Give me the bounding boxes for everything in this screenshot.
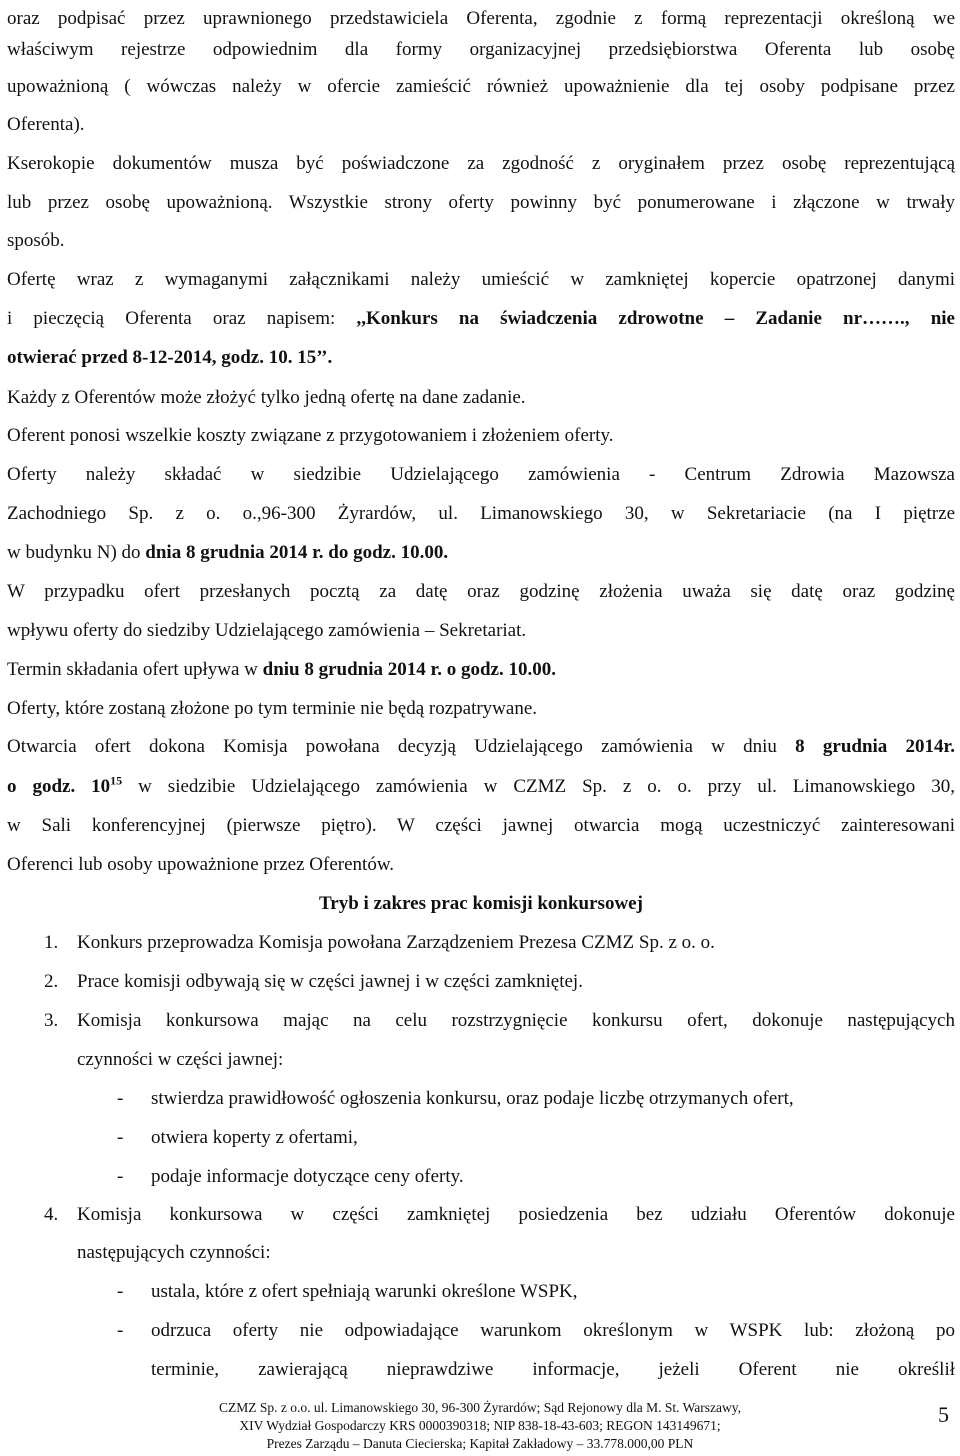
paragraph-10-line-1-text: Otwarcia ofert dokona Komisja powołana decyzją Udzielającego zamówienia w dniu bbox=[7, 736, 796, 757]
list-item-4-sub-1-dash: - bbox=[117, 1281, 124, 1302]
paragraph-8-text: Termin składania ofert upływa w bbox=[7, 659, 263, 680]
paragraph-10-line-2 bbox=[7, 768, 955, 806]
list-item-3-sub-1: stwierdza prawidłowość ogłoszenia konkursu, oraz podaje liczbę otrzymanych ofert, bbox=[151, 1088, 794, 1109]
paragraph-2-line-3: sposób. bbox=[7, 230, 65, 251]
paragraph-3-line-3 bbox=[7, 339, 955, 377]
list-item-4-sub-2: odrzuca oferty nie odpowiadające warunkom określonym w WSPK lub: złożoną po bbox=[151, 1320, 955, 1341]
paragraph-3-line-2 bbox=[7, 300, 955, 338]
list-item-4-sub-2-dash: - bbox=[117, 1320, 124, 1341]
footer-line-3: Prezes Zarządu – Danuta Ciecierska; Kapitał Zakładowy – 33.778.000,00 PLN bbox=[266, 1436, 694, 1451]
opening-time-minutes: 15 bbox=[110, 773, 123, 788]
paragraph-6-line-1: Oferty należy składać w siedzibie Udzielającego zamówienia - Centrum Zdrowia Mazowsza bbox=[7, 464, 955, 485]
list-item-4-text-line-2: następujących czynności: bbox=[77, 1242, 271, 1263]
list-item-4-sub-1: ustala, które z ofert spełniają warunki określone WSPK, bbox=[151, 1281, 578, 1302]
paragraph-10-line-3: w Sali konferencyjnej (pierwsze piętro). W części jawnej otwarcia mogą uczestniczyć zainteresowani bbox=[7, 815, 955, 836]
footer-line-1: CZMZ Sp. z o.o. ul. Limanowskiego 30, 96-300 Żyrardów; Sąd Rejonowy dla M. St. Warszawy, bbox=[219, 1400, 741, 1415]
list-item-3-sub-3-dash: - bbox=[117, 1166, 124, 1187]
opening-time-text: o godz. 10 bbox=[7, 776, 111, 797]
paragraph-1-line-2: właściwym rejestrze odpowiednim dla formy organizacyjnej przedsiębiorstwa Oferenta lub osobę bbox=[7, 39, 955, 60]
page-number: 5 bbox=[938, 1402, 949, 1427]
paragraph-10-line-4: Oferenci lub osoby upoważnione przez Oferentów. bbox=[7, 854, 395, 875]
paragraph-6-line-2: Zachodniego Sp. z o. o.,96-300 Żyrardów, ul. Limanowskiego 30, w Sekretariacie (na I piętrze bbox=[7, 503, 955, 524]
paragraph-7-line-2: wpływu oferty do siedziby Udzielającego zamówienia – Sekretariat. bbox=[7, 620, 527, 641]
section-heading-text: Tryb i zakres prac komisji konkursowej bbox=[319, 893, 643, 914]
list-item-3-number: 3. bbox=[44, 1010, 59, 1031]
paragraph-3-line-2-text: i pieczęcią Oferenta oraz napisem: bbox=[7, 308, 357, 329]
paragraph-4: Każdy z Oferentów może złożyć tylko jedną ofertę na dane zadanie. bbox=[7, 387, 526, 408]
list-item-4-number: 4. bbox=[44, 1204, 59, 1225]
section-heading bbox=[7, 885, 955, 923]
list-item-2-text: Prace komisji odbywają się w części jawnej i w części zamkniętej. bbox=[77, 971, 583, 992]
opening-time bbox=[7, 773, 123, 797]
submission-deadline: dnia 8 grudnia 2014 r. do godz. 10.00. bbox=[145, 542, 449, 563]
paragraph-2-line-2: lub przez osobę upoważnioną. Wszystkie strony oferty powinny być ponumerowane i złączone w trwały bbox=[7, 192, 955, 213]
paragraph-6-line-3 bbox=[7, 534, 955, 572]
list-item-1-text: Konkurs przeprowadza Komisja powołana Zarządzeniem Prezesa CZMZ Sp. z o. o. bbox=[77, 932, 715, 953]
list-item-4-sub-3: terminie, zawierającą nieprawdziwe informacje, jeżeli Oferent nie określił bbox=[151, 1359, 955, 1380]
footer-line-2: XIV Wydział Gospodarczy KRS 0000390318; NIP 838-18-43-603; REGON 143149671; bbox=[239, 1418, 721, 1433]
list-item-3-sub-1-dash: - bbox=[117, 1088, 124, 1109]
paragraph-7-line-1: W przypadku ofert przesłanych pocztą za datę oraz godzinę złożenia uważa się datę oraz godzinę bbox=[7, 581, 955, 602]
list-item-4-text-line-1: Komisja konkursowa w części zamkniętej posiedzenia bez udziału Oferentów dokonuje bbox=[77, 1204, 955, 1225]
paragraph-1-line-3: upoważnioną ( wówczas należy w ofercie zamieścić również upoważnienie dla tej osoby podpisane przez bbox=[7, 76, 955, 97]
paragraph-6-line-3-text: w budynku N) do bbox=[7, 542, 146, 563]
list-item-3-text-line-2: czynności w części jawnej: bbox=[77, 1049, 284, 1070]
paragraph-8 bbox=[7, 651, 955, 689]
do-not-open-date: otwierać przed 8-12-2014, godz. 10. 15’’. bbox=[7, 347, 333, 368]
paragraph-3-line-1: Ofertę wraz z wymaganymi załącznikami należy umieścić w zamkniętej kopercie opatrzonej danymi bbox=[7, 269, 955, 290]
contest-label: ,,Konkurs na świadczenia zdrowotne – Zadanie nr……., nie bbox=[356, 308, 955, 329]
paragraph-9: Oferty, które zostaną złożone po tym terminie nie będą rozpatrywane. bbox=[7, 698, 538, 719]
list-item-2-number: 2. bbox=[44, 971, 59, 992]
list-item-3-sub-2: otwiera koperty z ofertami, bbox=[151, 1127, 358, 1148]
list-item-3-sub-2-dash: - bbox=[117, 1127, 124, 1148]
deadline-date: dniu 8 grudnia 2014 r. o godz. 10.00. bbox=[262, 659, 556, 680]
paragraph-10-line-1 bbox=[7, 728, 955, 766]
list-item-3-text-line-1: Komisja konkursowa mając na celu rozstrzygnięcie konkursu ofert, dokonuje następujących bbox=[77, 1010, 955, 1031]
list-item-3-sub-3: podaje informacje dotyczące ceny oferty. bbox=[151, 1166, 464, 1187]
paragraph-1-line-4: Oferenta). bbox=[7, 114, 85, 135]
opening-date: 8 grudnia 2014r. bbox=[795, 736, 955, 757]
paragraph-5: Oferent ponosi wszelkie koszty związane z przygotowaniem i złożeniem oferty. bbox=[7, 425, 614, 446]
paragraph-2-line-1: Kserokopie dokumentów musza być poświadczone za zgodność z oryginałem przez osobę reprezentującą bbox=[7, 153, 955, 174]
paragraph-10-line-2-text: w siedzibie Udzielającego zamówienia w CZMZ Sp. z o. o. przy ul. Limanowskiego 30, bbox=[122, 776, 955, 797]
paragraph-1-line-1: oraz podpisać przez uprawnionego przedstawiciela Oferenta, zgodnie z formą reprezentacji określoną we bbox=[7, 8, 955, 29]
list-item-1-number: 1. bbox=[44, 932, 59, 953]
